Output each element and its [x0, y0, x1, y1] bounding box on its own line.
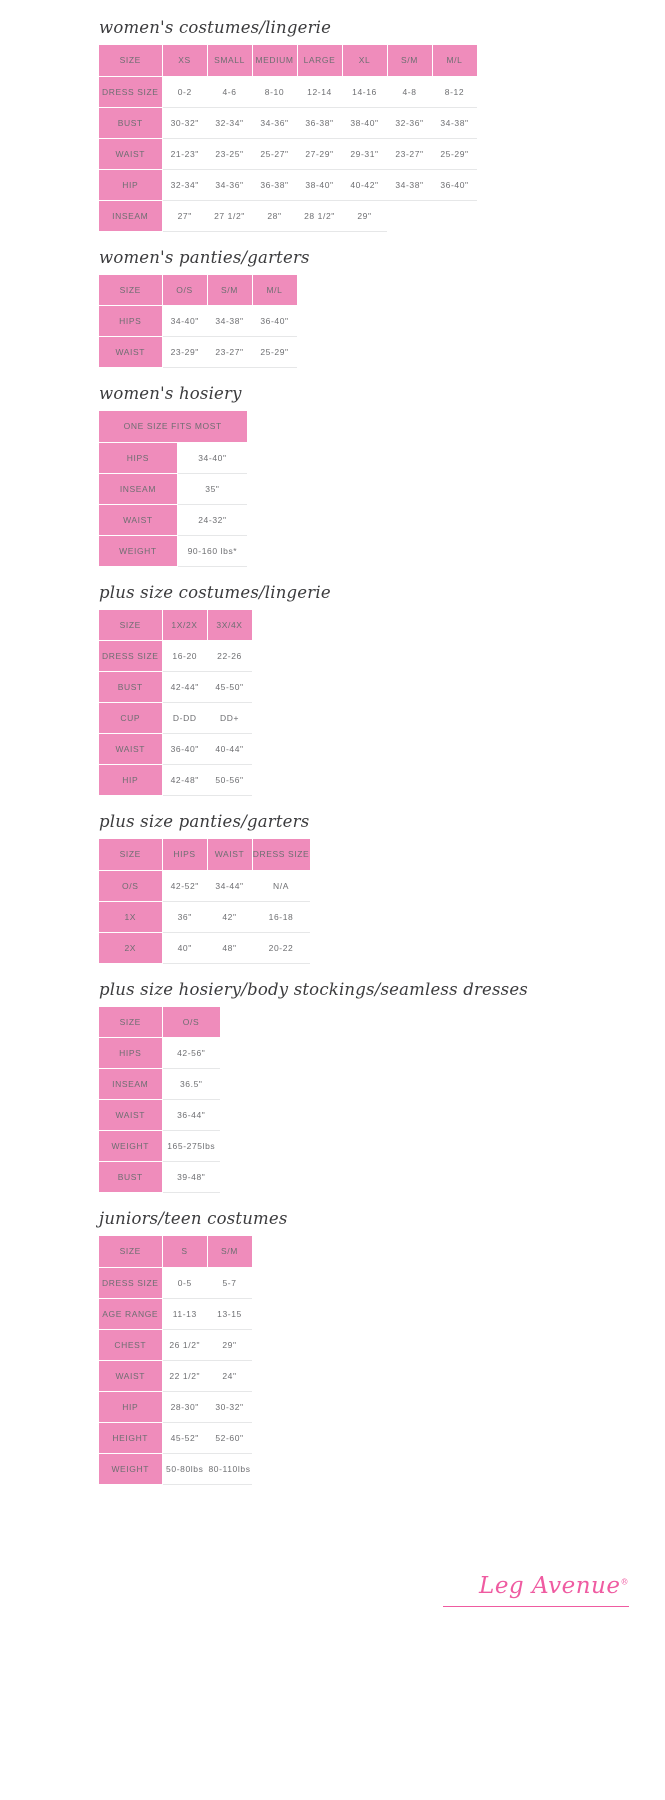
row-header: HEIGHT — [99, 1422, 162, 1453]
column-header: XL — [342, 45, 387, 76]
table-cell: 20-22 — [252, 932, 310, 963]
table-row — [99, 672, 252, 703]
table-cell: 27-29" — [297, 138, 342, 169]
table-row — [99, 1391, 252, 1422]
row-header: WEIGHT — [99, 1131, 162, 1162]
table-cell: 36-40" — [252, 306, 297, 337]
table-row — [99, 703, 252, 734]
column-header: SIZE — [99, 1236, 162, 1267]
table-cell: 25-29" — [432, 138, 477, 169]
column-header: O/S — [162, 1007, 220, 1038]
section-juniors-teen-costumes — [0, 1209, 665, 1501]
row-header: HIP — [99, 765, 162, 796]
size-table — [99, 275, 298, 369]
column-header: M/L — [432, 45, 477, 76]
table-cell: D-DD — [162, 703, 207, 734]
brand-rule — [443, 1606, 629, 1607]
table-cell: 14-16 — [342, 76, 387, 107]
table-row — [99, 1038, 220, 1069]
table-cell: 39-48" — [162, 1162, 220, 1193]
table-cell: 29" — [342, 200, 387, 231]
table-header-row — [99, 1236, 252, 1267]
table-row — [99, 200, 477, 231]
section-title: women's hosiery — [99, 384, 242, 403]
table-cell: 4-8 — [387, 76, 432, 107]
column-header: LARGE — [297, 45, 342, 76]
table-cell: 90-160 lbs* — [177, 535, 247, 566]
table-cell: 8-10 — [252, 76, 297, 107]
column-header: M/L — [252, 275, 297, 306]
column-header: S/M — [387, 45, 432, 76]
column-header: SIZE — [99, 275, 162, 306]
section-womens-panties-garters — [0, 248, 665, 385]
table-cell: 38-40" — [297, 169, 342, 200]
table-cell: 25-29" — [252, 337, 297, 368]
size-table — [99, 411, 248, 567]
table-cell: 42-48" — [162, 765, 207, 796]
table-cell-empty — [387, 200, 432, 231]
row-header: HIPS — [99, 1038, 162, 1069]
table-header-row — [99, 411, 247, 442]
table-header-row — [99, 45, 477, 76]
row-header: 2X — [99, 932, 162, 963]
table-cell: 165-275lbs — [162, 1131, 220, 1162]
section-title: plus size panties/garters — [99, 812, 310, 831]
row-header: INSEAM — [99, 200, 162, 231]
section-title: women's panties/garters — [99, 247, 310, 267]
table-cell: 40" — [162, 932, 207, 963]
table-row — [99, 901, 310, 932]
row-header: WAIST — [99, 1360, 162, 1391]
table-cell: 29-31" — [342, 138, 387, 169]
row-header: AGE RANGE — [99, 1298, 162, 1329]
row-header: WAIST — [99, 734, 162, 765]
table-row — [99, 169, 477, 200]
row-header: BUST — [99, 672, 162, 703]
table-cell: 23-25" — [207, 138, 252, 169]
table-cell: 12-14 — [297, 76, 342, 107]
table-cell: 36-40" — [432, 169, 477, 200]
table-cell: 32-34" — [162, 169, 207, 200]
column-header: SIZE — [99, 839, 162, 870]
section-title: plus size costumes/lingerie — [99, 582, 331, 602]
registered-mark: ® — [620, 1576, 629, 1586]
table-header-row — [99, 610, 252, 641]
row-header: WAIST — [99, 1100, 162, 1131]
table-cell: 36-38" — [252, 169, 297, 200]
section-plus-size-costumes-lingerie — [0, 583, 665, 813]
column-header: 1X/2X — [162, 610, 207, 641]
table-row — [99, 76, 477, 107]
row-header: INSEAM — [99, 473, 177, 504]
row-header: WEIGHT — [99, 535, 177, 566]
table-cell: 32-36" — [387, 107, 432, 138]
table-cell: 26 1/2" — [162, 1329, 207, 1360]
row-header: HIP — [99, 169, 162, 200]
table-cell: 34-38" — [207, 306, 252, 337]
table-cell: 36-38" — [297, 107, 342, 138]
table-cell: 35" — [177, 473, 247, 504]
table-cell: 30-32" — [207, 1391, 252, 1422]
table-row — [99, 504, 247, 535]
table-header-row — [99, 275, 297, 306]
table-cell: 34-36" — [207, 169, 252, 200]
row-header: DRESS SIZE — [99, 1267, 162, 1298]
table-cell: 23-29" — [162, 337, 207, 368]
table-cell: 40-42" — [342, 169, 387, 200]
table-cell: 42-44" — [162, 672, 207, 703]
table-cell: 34-38" — [387, 169, 432, 200]
table-cell: 28-30" — [162, 1391, 207, 1422]
table-cell: 28" — [252, 200, 297, 231]
table-cell: 5-7 — [207, 1267, 252, 1298]
row-header: DRESS SIZE — [99, 641, 162, 672]
table-row — [99, 1131, 220, 1162]
size-table — [99, 45, 478, 232]
table-cell: 24" — [207, 1360, 252, 1391]
table-cell: 11-13 — [162, 1298, 207, 1329]
column-header: SIZE — [99, 45, 162, 76]
column-header: WAIST — [207, 839, 252, 870]
size-table — [99, 839, 311, 964]
column-header: S — [162, 1236, 207, 1267]
column-header: HIPS — [162, 839, 207, 870]
table-row — [99, 1100, 220, 1131]
table-cell: 50-56" — [207, 765, 252, 796]
table-cell: 38-40" — [342, 107, 387, 138]
table-cell: 45-52" — [162, 1422, 207, 1453]
section-title: plus size hosiery/body stockings/seamless dresses — [99, 979, 528, 999]
column-header: MEDIUM — [252, 45, 297, 76]
table-cell: 30-32" — [162, 107, 207, 138]
table-cell: 42" — [207, 901, 252, 932]
table-row — [99, 1267, 252, 1298]
table-cell: 36-44" — [162, 1100, 220, 1131]
size-table — [99, 610, 253, 797]
table-cell: 22-26 — [207, 641, 252, 672]
section-womens-costumes-lingerie — [0, 18, 665, 248]
table-cell: 34-38" — [432, 107, 477, 138]
table-row — [99, 473, 247, 504]
table-cell: 34-40" — [162, 306, 207, 337]
table-row — [99, 734, 252, 765]
section-plus-size-hosiery — [0, 980, 665, 1210]
table-row — [99, 337, 297, 368]
table-row — [99, 535, 247, 566]
size-table — [99, 1007, 221, 1194]
one-size-header: ONE SIZE FITS MOST — [99, 411, 247, 442]
table-row — [99, 641, 252, 672]
table-cell: 27 1/2" — [207, 200, 252, 231]
table-row — [99, 1360, 252, 1391]
table-cell: 16-18 — [252, 901, 310, 932]
table-cell: 23-27" — [207, 337, 252, 368]
row-header: HIPS — [99, 306, 162, 337]
section-title: juniors/teen costumes — [99, 1209, 288, 1228]
table-cell: 29" — [207, 1329, 252, 1360]
table-cell: 52-60" — [207, 1422, 252, 1453]
brand-name: Leg Avenue — [479, 1572, 621, 1599]
table-cell-empty — [432, 200, 477, 231]
table-cell: 34-36" — [252, 107, 297, 138]
row-header: DRESS SIZE — [99, 76, 162, 107]
table-row — [99, 1329, 252, 1360]
table-row — [99, 1453, 252, 1484]
table-cell: 34-40" — [177, 442, 247, 473]
table-cell: 23-27" — [387, 138, 432, 169]
table-cell: 40-44" — [207, 734, 252, 765]
table-row — [99, 870, 310, 901]
row-header: CHEST — [99, 1329, 162, 1360]
table-row — [99, 1422, 252, 1453]
table-cell: 36-40" — [162, 734, 207, 765]
table-cell: 34-44" — [207, 870, 252, 901]
row-header: WAIST — [99, 337, 162, 368]
row-header: 1X — [99, 901, 162, 932]
column-header: S/M — [207, 1236, 252, 1267]
size-table — [99, 1236, 253, 1485]
row-header: HIPS — [99, 442, 177, 473]
table-cell: 32-34" — [207, 107, 252, 138]
table-row — [99, 1162, 220, 1193]
table-cell: 50-80lbs — [162, 1453, 207, 1484]
column-header: O/S — [162, 275, 207, 306]
section-womens-hosiery — [0, 384, 665, 583]
table-cell: 21-23" — [162, 138, 207, 169]
section-title: women's costumes/lingerie — [99, 18, 332, 37]
column-header: XS — [162, 45, 207, 76]
table-row — [99, 1298, 252, 1329]
table-row — [99, 442, 247, 473]
row-header: BUST — [99, 1162, 162, 1193]
column-header: SMALL — [207, 45, 252, 76]
row-header: O/S — [99, 870, 162, 901]
column-header: 3X/4X — [207, 610, 252, 641]
table-cell: 45-50" — [207, 672, 252, 703]
row-header: INSEAM — [99, 1069, 162, 1100]
row-header: CUP — [99, 703, 162, 734]
table-cell: 8-12 — [432, 76, 477, 107]
table-cell: 0-5 — [162, 1267, 207, 1298]
brand-logo — [479, 1573, 629, 1599]
row-header: BUST — [99, 107, 162, 138]
column-header: S/M — [207, 275, 252, 306]
table-cell: 0-2 — [162, 76, 207, 107]
table-cell: 48" — [207, 932, 252, 963]
table-cell: 4-6 — [207, 76, 252, 107]
section-plus-size-panties-garters — [0, 812, 665, 980]
table-row — [99, 306, 297, 337]
table-row — [99, 138, 477, 169]
table-cell: 22 1/2" — [162, 1360, 207, 1391]
table-cell: 80-110lbs — [207, 1453, 252, 1484]
column-header: SIZE — [99, 1007, 162, 1038]
table-row — [99, 1069, 220, 1100]
row-header: WAIST — [99, 138, 162, 169]
column-header: DRESS SIZE — [252, 839, 310, 870]
table-cell: DD+ — [207, 703, 252, 734]
table-cell: 24-32" — [177, 504, 247, 535]
row-header: HIP — [99, 1391, 162, 1422]
table-header-row — [99, 1007, 220, 1038]
footer — [0, 1501, 665, 1621]
table-cell: N/A — [252, 870, 310, 901]
table-header-row — [99, 839, 310, 870]
table-cell: 25-27" — [252, 138, 297, 169]
table-cell: 16-20 — [162, 641, 207, 672]
row-header: WAIST — [99, 504, 177, 535]
table-row — [99, 932, 310, 963]
table-cell: 42-56" — [162, 1038, 220, 1069]
table-cell: 36" — [162, 901, 207, 932]
row-header: WEIGHT — [99, 1453, 162, 1484]
table-cell: 42-52" — [162, 870, 207, 901]
table-cell: 27" — [162, 200, 207, 231]
table-cell: 28 1/2" — [297, 200, 342, 231]
table-row — [99, 107, 477, 138]
table-row — [99, 765, 252, 796]
column-header: SIZE — [99, 610, 162, 641]
table-cell: 13-15 — [207, 1298, 252, 1329]
table-cell: 36.5" — [162, 1069, 220, 1100]
